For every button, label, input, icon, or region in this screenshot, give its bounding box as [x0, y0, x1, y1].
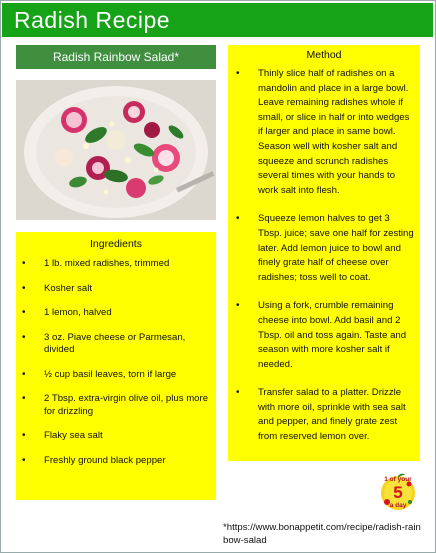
salad-illustration — [16, 80, 216, 220]
method-box — [228, 45, 420, 461]
method-step: • Thinly slice half of radishes on a mandolin and place in a large bowl. Leave remaining radishes whole if small, or slice in half or into wedges if larger and place in same bowl. Season well with kosher salt and squeeze and scrunch radishes several times with your hands to work salt into flesh. — [228, 67, 420, 198]
ingredient-item: • Freshly ground black pepper — [16, 455, 216, 468]
method-step: • Using a fork, crumble remaining cheese into bowl. Add basil and 2 Tbsp. oil and toss again. Taste and season with more kosher salt if needed. — [228, 299, 420, 372]
badge-bottom-text: a day — [389, 502, 407, 509]
method-step: • Transfer salad to a platter. Drizzle with more oil, sprinkle with sea salt and pepper, and finely grate zest from reserved lemon over. — [228, 386, 420, 444]
ingredients-heading: Ingredients — [90, 238, 142, 250]
recipe-subtitle: Radish Rainbow Salad* — [16, 45, 216, 69]
method-step: • Squeeze lemon halves to get 3 Tbsp. juice; save one half for zesting later. Add lemon juice to bowl and finely grate half of cheese over radishes; toss well to coat. — [228, 212, 420, 285]
ingredient-item: • 3 oz. Piave cheese or Parmesan, divided — [16, 332, 216, 357]
ingredient-item: • Flaky sea salt — [16, 430, 216, 443]
method-heading: Method — [306, 49, 342, 61]
ingredients-list — [16, 258, 216, 467]
ingredient-item: • 2 Tbsp. extra-virgin olive oil, plus more for drizzling — [16, 393, 216, 418]
five-a-day-badge — [378, 472, 418, 512]
page-title: Radish Recipe — [14, 7, 171, 33]
ingredient-item: • Kosher salt — [16, 283, 216, 296]
ingredient-item: • ½ cup basil leaves, torn if large — [16, 369, 216, 382]
title-bar — [2, 3, 433, 37]
ingredient-item: • 1 lemon, halved — [16, 307, 216, 320]
ingredient-item: • 1 lb. mixed radishes, trimmed — [16, 258, 216, 271]
salad-photo — [16, 80, 216, 220]
ingredients-box — [16, 232, 216, 500]
badge-number: 5 — [393, 483, 403, 502]
method-list — [228, 67, 420, 445]
source-link[interactable]: *https://www.bonappetit.com/recipe/radish-rainbow-salad — [223, 522, 421, 546]
badge-top-text: 1 of your — [384, 476, 412, 483]
